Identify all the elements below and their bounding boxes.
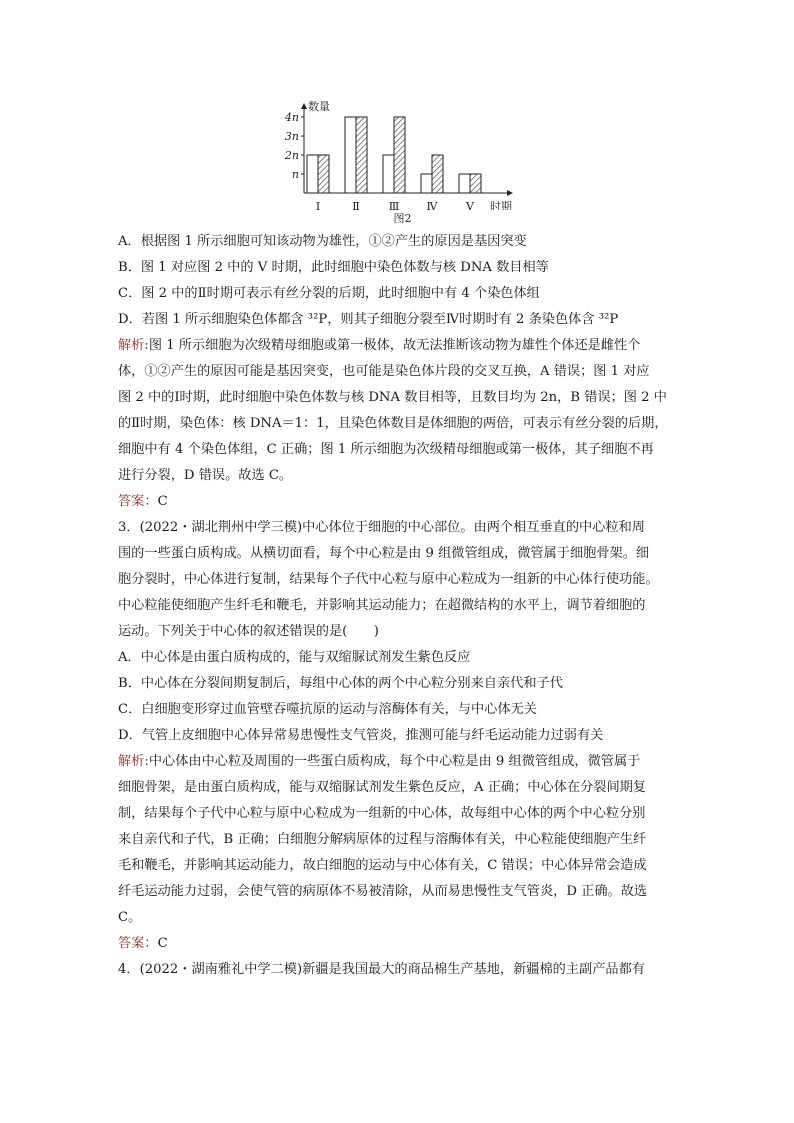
x-axis-label: 时期	[490, 200, 512, 210]
q2-option-d: D．若图 1 所示细胞染色体都含 ³²P，则其子细胞分裂至Ⅳ时期时有 2 条染色体含 ³²P	[118, 312, 619, 327]
q4-stem-line-1: 4．(2022・湖南雅礼中学二模)新疆是我国最大的商品棉生产基地，新疆棉的主副产品都有	[118, 962, 645, 977]
answer-value: C	[157, 936, 168, 951]
q2-analysis-line-1: 解析:图 1 所示细胞为次级精母细胞或第一极体，故无法推断该动物为雄性个体还是雌性个	[118, 338, 641, 353]
bar-chart	[270, 98, 530, 210]
y-tick-label: 3n	[284, 130, 299, 143]
q3-stem-line-2: 围的一些蛋白质构成。从横切面看，每个中心粒是由 9 组微管组成，微管属于细胞骨架。细	[118, 546, 650, 561]
q2-option-a: A．根据图 1 所示细胞可知该动物为雄性，①②产生的原因是基因突变	[118, 234, 527, 249]
analysis-label: 解析:	[118, 754, 149, 769]
x-tick-label: Ⅴ	[466, 200, 474, 210]
q3-stem-line-4: 中心粒能使细胞产生纤毛和鞭毛，并影响其运动能力；在超微结构的水平上，调节着细胞的	[118, 598, 646, 613]
x-tick-label: Ⅱ	[352, 200, 360, 210]
q3-analysis-line-7: C。	[118, 910, 142, 925]
content	[118, 229, 678, 983]
q2-answer	[118, 489, 678, 515]
q3-option-d: D．气管上皮细胞中心体异常易患慢性支气管炎，推测可能与纤毛运动能力过弱有关	[118, 728, 604, 743]
bar-hatched	[470, 174, 481, 193]
bar-white	[421, 174, 432, 193]
q3-analysis-line-2: 细胞骨架，是由蛋白质构成，能与双缩脲试剂发生紫色反应，A 正确；中心体在分裂间期复	[118, 780, 647, 795]
bar-white	[459, 174, 470, 193]
q3-analysis-line-1: 解析:中心体由中心粒及周围的一些蛋白质构成，每个中心粒是由 9 组微管组成，微管属于	[118, 754, 641, 769]
bar-white	[345, 117, 356, 193]
q2-analysis-line-3: 图 2 中的Ⅰ时期，此时细胞中染色体数与核 DNA 数目相等，且数目均为 2n，B 错误；图 2 中	[118, 390, 667, 405]
q3-stem-line-5: 运动。下列关于中心体的叙述错误的是( )	[118, 624, 379, 639]
analysis-label: 解析:	[118, 338, 149, 353]
q3-option-a: A．中心体是由蛋白质构成的，能与双缩脲试剂发生紫色反应	[118, 650, 471, 665]
x-tick-label: Ⅳ	[426, 200, 438, 210]
y-tick-label: 2n	[284, 149, 299, 162]
q2-analysis-line-5: 细胞中有 4 个染色体组，C 正确；图 1 所示细胞为次级精母细胞或第一极体，其子细胞不再	[118, 442, 654, 457]
bar-hatched	[432, 155, 443, 193]
x-tick-label: Ⅰ	[315, 200, 321, 210]
q2-analysis-line-4: 的Ⅱ时期，染色体：核 DNA＝1：1，且染色体数目是体细胞的两倍，可表示有丝分裂的后期，	[118, 416, 668, 431]
q3-analysis-line-5: 毛和鞭毛，并影响其运动能力，故白细胞的运动与中心体有关，C 错误；中心体异常会造成	[118, 858, 647, 873]
y-tick-label: 4n	[284, 111, 299, 124]
q3-answer	[118, 931, 678, 957]
y-axis-label: 数量	[308, 100, 330, 113]
q2-analysis-line-6: 进行分裂，D 错误。故选 C。	[118, 468, 293, 483]
x-tick-label: Ⅲ	[388, 200, 400, 210]
answer-value: C	[157, 494, 168, 509]
q2-option-c: C．图 2 中的Ⅱ时期可表示有丝分裂的后期，此时细胞中有 4 个染色体组	[118, 286, 540, 301]
q3-option-c: C．白细胞变形穿过血管壁吞噬抗原的运动与溶酶体有关，与中心体无关	[118, 702, 537, 717]
y-tick-label: n	[291, 168, 299, 181]
figure-2	[270, 98, 530, 226]
q3-analysis-line-4: 来自亲代和子代，B 正确；白细胞分解病原体的过程与溶酶体有关，中心粒能使细胞产生纤	[118, 832, 647, 847]
bar-hatched	[394, 117, 405, 193]
q2-option-b: B．图 1 对应图 2 中的 V 时期，此时细胞中染色体数与核 DNA 数目相等	[118, 260, 549, 275]
bar-hatched	[318, 155, 329, 193]
figure-caption: 图2	[393, 212, 412, 225]
q2-analysis-line-2: 体，①②产生的原因可能是基因突变，也可能是染色体片段的交叉互换，A 错误；图 1 对应	[118, 364, 650, 379]
q3-stem-line-3: 胞分裂时，中心体进行复制，结果每个子代中心粒与原中心粒成为一组新的中心体行使功能。	[118, 572, 659, 587]
bar-white	[307, 155, 318, 193]
answer-label: 答案：	[118, 494, 158, 509]
q3-analysis-line-3: 制，结果每个子代中心粒与原中心粒成为一组新的中心体，故每组中心体的两个中心粒分别	[118, 806, 646, 821]
answer-label: 答案：	[118, 936, 158, 951]
q3-option-b: B．中心体在分裂间期复制后，每组中心体的两个中心粒分别来自亲代和子代	[118, 676, 563, 691]
bar-hatched	[356, 117, 367, 193]
q3-stem-line-1: 3．(2022・湖北荆州中学三模)中心体位于细胞的中心部位。由两个相互垂直的中心粒和周	[118, 520, 645, 535]
bar-white	[383, 155, 394, 193]
q3-analysis-line-6: 纤毛运动能力过弱，会使气管的病原体不易被清除，从而易患慢性支气管炎，D 正确。故选	[118, 884, 648, 899]
